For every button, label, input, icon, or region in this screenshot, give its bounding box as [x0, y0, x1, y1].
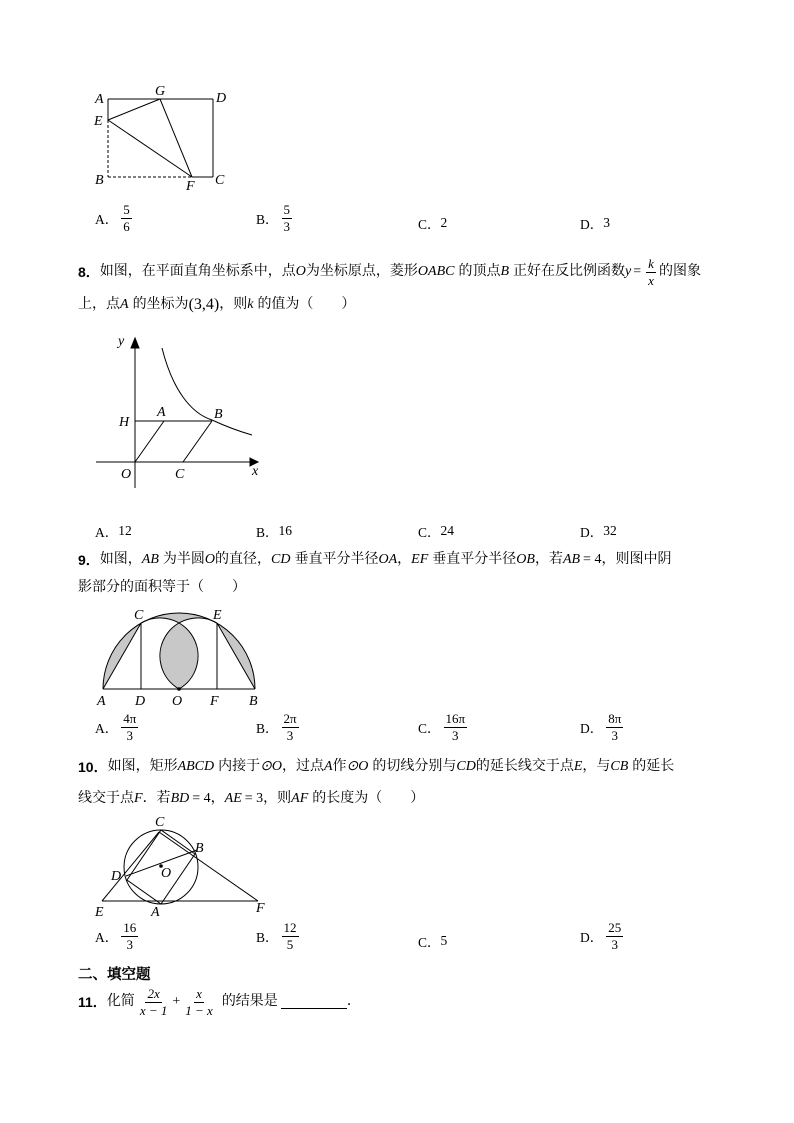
- math-var: y: [625, 264, 632, 280]
- equation: = 4: [583, 552, 602, 567]
- option-value: 16: [278, 523, 293, 538]
- stem-text: ，: [397, 552, 412, 567]
- option-letter: B．: [256, 212, 279, 228]
- equation: = 4: [192, 791, 211, 806]
- math-var: E: [573, 759, 583, 774]
- plus-sign: +: [172, 994, 181, 1010]
- fig7-label-G: G: [155, 84, 166, 99]
- math-var: ⊙O: [346, 759, 369, 774]
- fraction: $\frac{25}{3}$: [608, 920, 622, 952]
- fig10-label-A: A: [151, 905, 160, 920]
- option-letter: A．: [95, 930, 119, 946]
- fraction: $\frac{4\pi}{3}$: [123, 711, 137, 743]
- option-value: 24: [440, 523, 455, 538]
- fig7-label-D: D: [216, 91, 227, 106]
- fraction: $\frac{2\pi}{3}$: [283, 711, 297, 743]
- q10-option-c[interactable]: [418, 931, 447, 951]
- stem-text: 如图，矩形: [107, 759, 178, 774]
- option-letter: D．: [580, 930, 604, 946]
- stem-text: 如图，: [99, 552, 142, 567]
- q8-stem-line1: [78, 257, 701, 287]
- option-letter: B．: [256, 721, 279, 737]
- fig8-label-x: x: [252, 464, 259, 479]
- math-var: ABCD: [177, 759, 215, 774]
- stem-text: 上，点: [78, 297, 120, 312]
- q7-option-b[interactable]: [256, 203, 295, 233]
- math-var: BD: [170, 791, 190, 806]
- fraction: $\frac{16\pi}{3}$: [445, 711, 466, 743]
- stem-text: 的延长: [632, 759, 675, 774]
- math-var: CB: [610, 759, 629, 774]
- stem-text: 的延长线交于点: [475, 759, 574, 774]
- stem-text: 正好在反比例函数: [513, 264, 626, 280]
- math-var: ⊙O: [260, 759, 282, 774]
- stem-text: 为坐标原点，菱形: [305, 264, 418, 280]
- fig8-label-A: A: [157, 405, 166, 420]
- question-number: 9．: [78, 552, 100, 568]
- math-var: AF: [291, 791, 309, 806]
- q8-option-d[interactable]: [580, 521, 617, 541]
- q9-stem-line2: [78, 581, 246, 595]
- stem-text: 内接于: [218, 759, 261, 774]
- fig10-label-D: D: [111, 869, 122, 884]
- option-letter: A．: [95, 721, 119, 737]
- stem-text: ，: [210, 791, 225, 806]
- fraction: $\frac{5}{6}$: [123, 202, 130, 234]
- option-letter: C．: [418, 721, 441, 737]
- q8-option-b[interactable]: [256, 521, 292, 541]
- math-var: AE: [224, 791, 242, 806]
- math-var: A: [120, 297, 129, 312]
- fig8-label-B: B: [214, 407, 223, 422]
- q8-stem-line2: [78, 297, 355, 313]
- equation: = 3: [244, 791, 264, 806]
- option-value: 32: [603, 523, 617, 538]
- q7-option-c[interactable]: [418, 213, 447, 233]
- fig8-label-O: O: [121, 467, 132, 482]
- fig7-label-C: C: [215, 173, 225, 188]
- math-var: F: [134, 791, 143, 806]
- fig10-label-E: E: [95, 905, 104, 920]
- fig9-label-B: B: [249, 694, 258, 709]
- fig10-label-O: O: [161, 866, 172, 881]
- option-letter: B．: [256, 525, 279, 540]
- stem-text: 为半圆: [162, 552, 205, 567]
- fig7-label-E: E: [94, 114, 103, 129]
- equals-sign: =: [633, 264, 642, 280]
- q10-stem-line1: [78, 760, 674, 774]
- fig9-label-E: E: [213, 608, 222, 623]
- stem-text: 的顶点: [458, 264, 501, 280]
- fig9-label-C: C: [134, 608, 144, 623]
- stem-text: ，若: [534, 552, 563, 567]
- question-number: 8．: [78, 264, 100, 281]
- fraction: $\frac{8\pi}{3}$: [608, 711, 622, 743]
- fig10-label-B: B: [195, 841, 204, 856]
- option-letter: A．: [95, 525, 119, 540]
- math-var: CD: [456, 759, 476, 774]
- fig9-label-A: A: [97, 694, 106, 709]
- math-var: EF: [411, 552, 429, 567]
- q9-stem-line1: [78, 553, 671, 567]
- stem-text: 的图象: [658, 264, 701, 280]
- q11-stem: [78, 987, 361, 1017]
- option-value: 5: [440, 933, 448, 948]
- q9-option-b[interactable]: [256, 712, 302, 742]
- fig9-label-O: O: [172, 694, 183, 709]
- question-number: 11．: [78, 994, 107, 1011]
- option-letter: A．: [95, 212, 119, 228]
- q7-figure: [88, 82, 238, 192]
- option-value: 2: [440, 215, 448, 230]
- math-var: O: [204, 552, 216, 567]
- fraction-2x-over-x-minus-1: $\frac{2x}{x - 1}$: [139, 986, 168, 1018]
- section-heading: 二、填空题: [78, 967, 151, 983]
- fig8-label-H: H: [119, 415, 130, 430]
- fig9-label-D: D: [135, 694, 146, 709]
- q9-option-c[interactable]: [418, 712, 470, 742]
- stem-text: 的结果是: [221, 994, 278, 1010]
- coordinate: (3,4): [188, 296, 220, 313]
- math-var: CD: [271, 552, 291, 567]
- fig7-label-F: F: [186, 179, 195, 192]
- math-var: AB: [562, 552, 581, 567]
- fig8-label-y: y: [118, 334, 125, 349]
- option-letter: D．: [580, 525, 604, 540]
- fig10-label-C: C: [155, 815, 165, 830]
- stem-text: ．若: [142, 791, 171, 806]
- q7-option-d[interactable]: [580, 213, 610, 233]
- question-number: 10．: [78, 759, 108, 775]
- option-letter: D．: [580, 721, 604, 737]
- q8-option-c[interactable]: [418, 521, 454, 541]
- fig10-label-F: F: [256, 901, 265, 916]
- q9-option-d[interactable]: [580, 712, 626, 742]
- fig7-label-A: A: [95, 92, 104, 107]
- answer-blank[interactable]: [281, 996, 347, 1009]
- fraction-k-over-x: $\frac{k}{x}$: [648, 256, 654, 288]
- math-var: B: [500, 264, 510, 280]
- stem-text: 的切线分别与: [372, 759, 457, 774]
- q10-figure: [90, 810, 275, 922]
- stem-text: ，与: [582, 759, 611, 774]
- q10-stem-line2: [78, 792, 424, 806]
- q10-option-a[interactable]: [95, 921, 141, 951]
- stem-text: ，则: [219, 297, 248, 312]
- option-letter: C．: [418, 217, 441, 232]
- q10-option-d[interactable]: [580, 921, 626, 951]
- fig7-label-B: B: [95, 173, 104, 188]
- stem-text: 影部分的面积等于（ ）: [78, 580, 246, 595]
- q9-figure: [92, 605, 272, 710]
- math-var: OA: [378, 552, 398, 567]
- math-var: OABC: [417, 264, 455, 280]
- fraction: $\frac{16}{3}$: [123, 920, 137, 952]
- stem-text: 线交于点: [78, 791, 134, 806]
- stem-text: 的直径，: [215, 552, 272, 567]
- fraction: $\frac{12}{5}$: [283, 920, 297, 952]
- option-letter: C．: [418, 525, 441, 540]
- fraction: $\frac{5}{3}$: [283, 202, 291, 234]
- math-var: A: [323, 759, 333, 774]
- q10-option-b[interactable]: [256, 921, 302, 951]
- math-var: k: [247, 297, 254, 312]
- math-var: O: [295, 264, 306, 280]
- stem-text: 作: [332, 759, 347, 774]
- stem-text: 化简: [106, 994, 135, 1010]
- option-value: 12: [118, 523, 132, 538]
- option-letter: B．: [256, 930, 279, 946]
- option-value: 3: [603, 215, 610, 230]
- stem-text: ．: [346, 994, 361, 1010]
- stem-text: 垂直平分半径: [294, 552, 379, 567]
- math-var: OB: [516, 552, 535, 567]
- stem-text: 的坐标为: [132, 297, 189, 312]
- stem-text: ，则图中阴: [601, 552, 672, 567]
- option-letter: C．: [418, 935, 441, 950]
- math-var: AB: [141, 552, 159, 567]
- stem-text: ，则: [263, 791, 292, 806]
- q8-option-a[interactable]: [95, 521, 132, 541]
- fraction-x-over-1-minus-x: $\frac{x}{1 - x}$: [185, 986, 213, 1018]
- fig9-label-F: F: [210, 694, 219, 709]
- fig8-label-C: C: [175, 467, 185, 482]
- stem-text: 垂直平分半径: [432, 552, 517, 567]
- stem-text: ，过点: [281, 759, 324, 774]
- q8-figure: [90, 328, 270, 488]
- stem-text: 的长度为（ ）: [312, 791, 425, 806]
- stem-text: 如图，在平面直角坐标系中，点: [99, 264, 296, 280]
- q9-option-a[interactable]: [95, 712, 141, 742]
- q7-option-a[interactable]: [95, 203, 135, 233]
- option-letter: D．: [580, 217, 604, 232]
- stem-text: 的值为（ ）: [257, 297, 356, 312]
